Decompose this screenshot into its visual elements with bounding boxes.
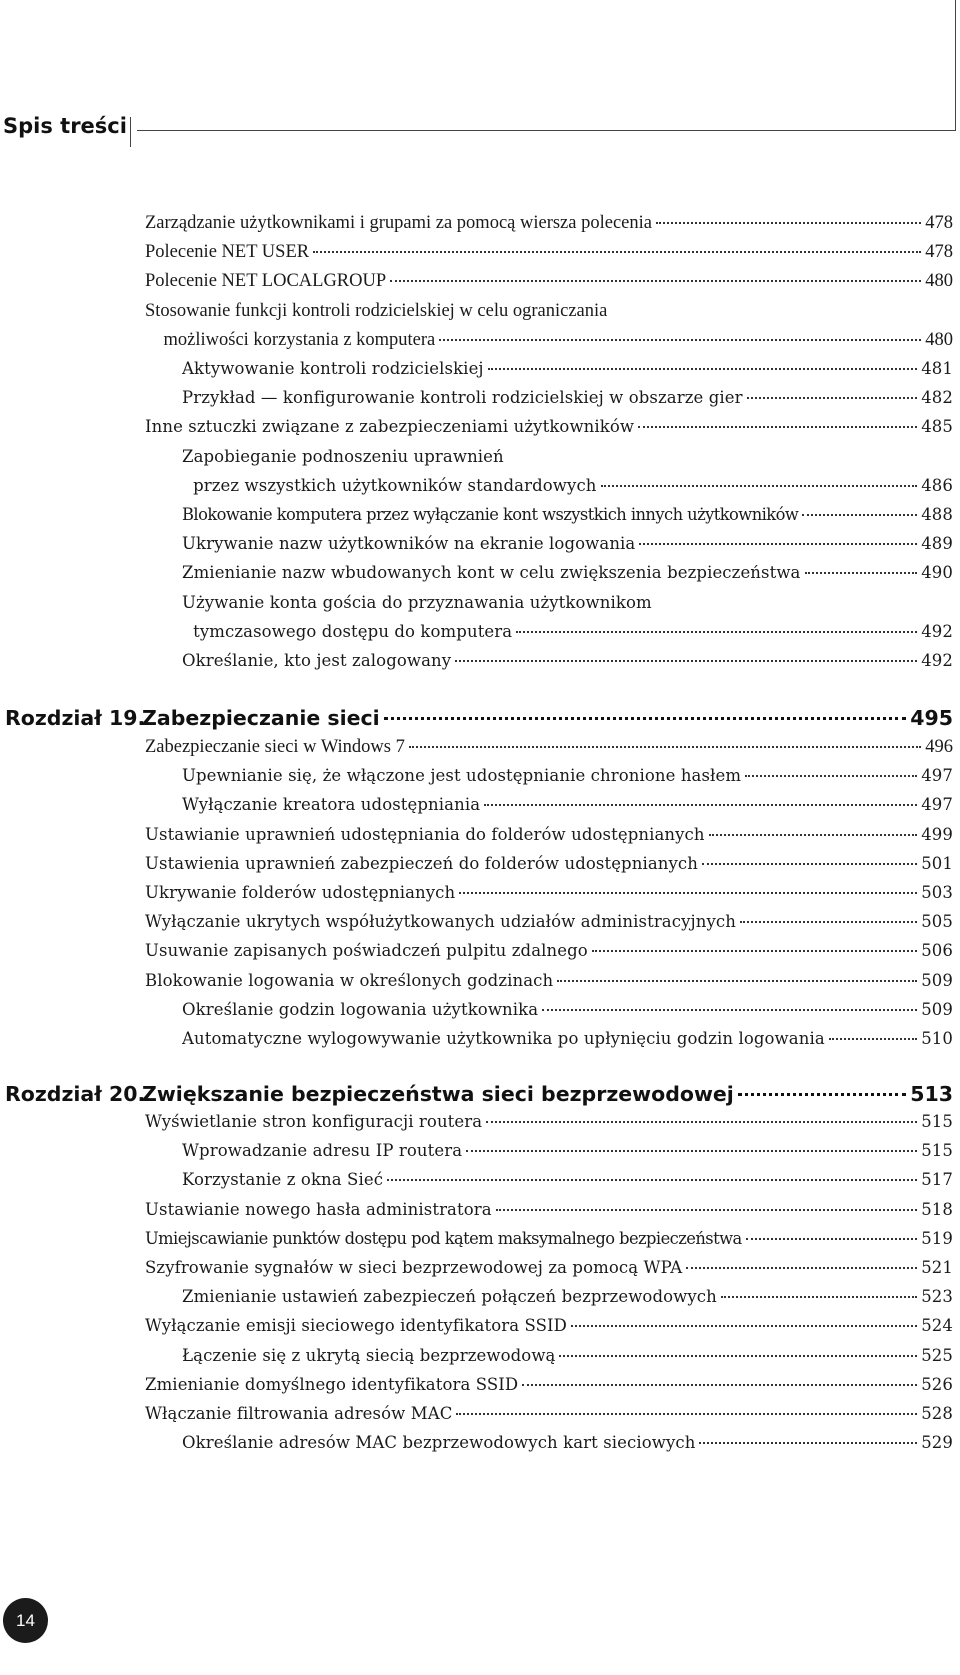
chapter-title: Zwiększanie bezpieczeństwa sieci bezprzewodowej [142, 1082, 734, 1106]
toc-entry-title: Blokowanie komputera przez wyłączanie kont wszystkich innych użytkowników [182, 505, 799, 524]
toc-entry[interactable] [145, 1316, 953, 1342]
toc-entry[interactable] [193, 476, 953, 502]
toc-entry[interactable] [182, 766, 953, 792]
toc-entry-title: Korzystanie z okna Sieć [182, 1170, 384, 1190]
toc-entry-title: Określanie godzin logowania użytkownika [182, 999, 539, 1019]
toc-entry-page: 529 [921, 1433, 953, 1453]
toc-entry-title: Stosowanie funkcji kontroli rodzicielskiej w celu ograniczania [145, 300, 608, 321]
dot-leader [488, 368, 918, 370]
header-rule [137, 130, 956, 131]
dot-leader [496, 1209, 918, 1211]
toc-entry-title: Zabezpieczanie sieci w Windows 7 [145, 737, 405, 757]
toc-entry-title: Usuwanie zapisanych poświadczeń pulpitu zdalnego [145, 941, 588, 961]
toc-entry-title: Ustawianie uprawnień udostępniania do folderów udostępnianych [145, 824, 705, 844]
header-vertical-rule [955, 0, 956, 131]
dot-leader [656, 222, 921, 224]
dot-leader [384, 717, 907, 720]
dot-leader [745, 775, 917, 777]
toc-entry-page: 517 [921, 1170, 953, 1190]
toc-entry[interactable] [182, 593, 953, 619]
toc-entry-page: 503 [921, 883, 953, 902]
toc-entry[interactable] [145, 854, 953, 880]
toc-entry-page: 510 [921, 1029, 953, 1048]
dot-leader [557, 980, 917, 982]
toc-entry-title: Określanie adresów MAC bezprzewodowych kart sieciowych [182, 1433, 696, 1453]
toc-entry-page: 482 [921, 388, 953, 408]
toc-entry[interactable] [145, 1375, 953, 1401]
chapter-page: 513 [910, 1082, 953, 1106]
dot-leader [522, 1384, 917, 1386]
dot-leader [686, 1267, 917, 1269]
toc-entry[interactable] [182, 1000, 953, 1026]
toc-entry-page: 486 [921, 475, 953, 495]
toc-entry-title: Automatyczne wylogowywanie użytkownika po upłynięciu godzin logowania [182, 1029, 825, 1048]
toc-entry-title: Używanie konta gościa do przyznawania użytkownikom [182, 592, 652, 612]
dot-leader [390, 280, 921, 282]
toc-entry[interactable] [145, 213, 953, 239]
toc-entry[interactable] [182, 1029, 953, 1055]
toc-entry[interactable] [145, 912, 953, 938]
toc-entry-page: 485 [921, 417, 953, 437]
page-number-badge: 14 [3, 1598, 48, 1643]
toc-entry[interactable] [182, 447, 953, 473]
toc-entry-page: 480 [925, 329, 953, 350]
chapter-label: Rozdział 20. [5, 1082, 146, 1106]
dot-leader [571, 1325, 917, 1327]
chapter-heading[interactable] [0, 706, 953, 730]
dot-leader [559, 1355, 917, 1357]
toc-entry-page: 528 [921, 1404, 953, 1423]
toc-entry[interactable] [145, 1404, 953, 1430]
dot-leader [486, 1121, 917, 1123]
dot-leader [516, 631, 917, 633]
dot-leader [542, 1009, 917, 1011]
header-bracket [130, 117, 139, 147]
toc-entry-page: 515 [921, 1141, 953, 1161]
toc-entry-title: Zmienianie domyślnego identyfikatora SSID [145, 1374, 519, 1394]
dot-leader [721, 1296, 917, 1298]
toc-entry-page: 497 [921, 766, 953, 786]
toc-entry-page: 492 [921, 651, 953, 670]
toc-entry-page: 509 [921, 970, 953, 990]
toc-entry-page: 478 [925, 242, 953, 263]
dot-leader [738, 1093, 906, 1096]
toc-entry-title: Wprowadzanie adresu IP routera [182, 1141, 463, 1161]
toc-entry-page: 523 [921, 1287, 953, 1307]
toc-entry[interactable] [145, 271, 953, 297]
toc-entry-page: 497 [921, 795, 953, 815]
dot-leader [638, 426, 917, 428]
dot-leader [702, 863, 917, 865]
toc-entry-page: 506 [921, 941, 953, 961]
toc-entry-page: 488 [921, 505, 953, 524]
toc-entry[interactable] [182, 1170, 953, 1196]
toc-entry[interactable] [145, 825, 953, 851]
toc-entry[interactable] [182, 505, 953, 531]
dot-leader [456, 1413, 917, 1415]
toc-entry-page: 480 [925, 271, 953, 292]
dot-leader [409, 746, 921, 748]
dot-leader [387, 1179, 917, 1181]
dot-leader [639, 543, 917, 545]
toc-entry[interactable] [145, 883, 953, 909]
dot-leader [459, 892, 917, 894]
dot-leader [829, 1038, 917, 1040]
toc-entry[interactable] [145, 301, 953, 327]
toc-entry-title: Ustawienia uprawnień zabezpieczeń do folderów udostępnianych [145, 853, 698, 873]
toc-entry-title: Szyfrowanie sygnałów w sieci bezprzewodowej za pomocą WPA [145, 1258, 683, 1277]
dot-leader [455, 660, 917, 662]
toc-entry[interactable] [145, 1200, 953, 1226]
dot-leader [601, 485, 918, 487]
chapter-page: 495 [910, 706, 953, 730]
toc-entry[interactable] [145, 1229, 953, 1255]
toc-entry-title: Inne sztuczki związane z zabezpieczeniami użytkowników [145, 417, 635, 437]
toc-entry-title: Umiejscawianie punktów dostępu pod kątem maksymalnego bezpieczeństwa [145, 1228, 742, 1248]
toc-entry-page: 525 [921, 1345, 953, 1365]
toc-entry-title: Ukrywanie nazw użytkowników na ekranie logowania [182, 534, 636, 554]
toc-entry-title: Przykład — konfigurowanie kontroli rodzicielskiej w obszarze gier [182, 388, 743, 408]
toc-entry[interactable] [164, 330, 954, 356]
toc-entry-title: Wyłączanie emisji sieciowego identyfikatora SSID [145, 1316, 567, 1336]
toc-entry-page: 526 [921, 1374, 953, 1394]
toc-entry-title: Zapobieganie podnoszeniu uprawnień [182, 446, 504, 466]
toc-entry[interactable] [182, 795, 953, 821]
toc-entry-title: Polecenie NET LOCALGROUP [145, 271, 387, 292]
toc-entry-page: 490 [921, 563, 953, 583]
dot-leader [699, 1442, 917, 1444]
toc-entry-title: tymczasowego dostępu do komputera [193, 621, 513, 641]
toc-entry[interactable] [182, 534, 953, 560]
toc-entry-page: 518 [921, 1199, 953, 1219]
toc-entry-title: możliwości korzystania z komputera [163, 329, 436, 350]
dot-leader [466, 1150, 917, 1152]
toc-entry[interactable] [145, 971, 953, 997]
toc-entry-page: 524 [921, 1316, 953, 1336]
dot-leader [313, 251, 921, 253]
toc-entry-title: Wyłączanie kreatora udostępniania [182, 795, 481, 815]
toc-entry-title: Wyświetlanie stron konfiguracji routera [145, 1112, 483, 1131]
toc-entry-title: Zmienianie nazw wbudowanych kont w celu zwiększenia bezpieczeństwa [182, 563, 801, 583]
toc-entry[interactable] [182, 563, 953, 589]
toc-entry[interactable] [145, 242, 953, 268]
toc-entry-title: przez wszystkich użytkowników standardowych [193, 475, 597, 495]
chapter-heading[interactable] [0, 1082, 953, 1106]
toc-entry-page: 499 [921, 824, 953, 844]
toc-entry-page: 481 [921, 359, 953, 378]
toc-entry[interactable] [182, 359, 953, 385]
toc-entry-title: Polecenie NET USER [145, 242, 310, 263]
toc-entry[interactable] [145, 417, 953, 443]
toc-entry-title: Zmienianie ustawień zabezpieczeń połączeń bezprzewodowych [182, 1287, 717, 1307]
dot-leader [805, 572, 918, 574]
chapter-title: Zabezpieczanie sieci [142, 706, 380, 730]
dot-leader [740, 921, 917, 923]
toc-entry-page: 519 [921, 1228, 953, 1248]
toc-entry-title: Ustawianie nowego hasła administratora [145, 1199, 492, 1219]
toc-entry-page: 496 [925, 737, 953, 757]
dot-leader [747, 397, 918, 399]
toc-entry-title: Aktywowanie kontroli rodzicielskiej [182, 359, 484, 378]
toc-entry-page: 505 [921, 912, 953, 932]
toc-entry[interactable] [193, 622, 953, 648]
toc-entry-page: 509 [921, 999, 953, 1019]
toc-entry-title: Blokowanie logowania w określonych godzinach [145, 970, 554, 990]
toc-entry-title: Łączenie się z ukrytą siecią bezprzewodową [182, 1345, 556, 1365]
toc-entry[interactable] [145, 1112, 953, 1138]
dot-leader [709, 834, 918, 836]
toc-entry-title: Wyłączanie ukrytych współużytkowanych udziałów administracyjnych [145, 912, 736, 932]
toc-entry-page: 501 [921, 853, 953, 873]
chapter-label: Rozdział 19. [5, 706, 146, 730]
toc-entry[interactable] [182, 1346, 953, 1372]
toc-entry-page: 492 [921, 621, 953, 641]
dot-leader [439, 339, 921, 341]
toc-entry[interactable] [145, 941, 953, 967]
toc-entry-page: 478 [925, 213, 953, 233]
toc-entry[interactable] [145, 737, 953, 763]
dot-leader [802, 514, 917, 516]
toc-entry[interactable] [182, 1141, 953, 1167]
toc-entry-title: Ukrywanie folderów udostępnianych [145, 883, 456, 902]
dot-leader [484, 804, 917, 806]
page-title: Spis treści [3, 114, 127, 138]
toc-entry[interactable] [145, 1258, 953, 1284]
dot-leader [746, 1238, 918, 1240]
toc-entry-page: 515 [921, 1112, 953, 1131]
toc-entry[interactable] [182, 651, 953, 677]
toc-entry-page: 489 [921, 534, 953, 554]
toc-entry[interactable] [182, 388, 953, 414]
toc-entry-title: Określanie, kto jest zalogowany [182, 651, 452, 670]
toc-entry[interactable] [182, 1287, 953, 1313]
dot-leader [592, 950, 917, 952]
toc-entry-title: Zarządzanie użytkownikami i grupami za pomocą wiersza polecenia [145, 213, 652, 233]
toc-entry-title: Upewnianie się, że włączone jest udostępnianie chronione hasłem [182, 766, 742, 786]
toc-entry-page: 521 [921, 1258, 953, 1277]
toc-entry[interactable] [182, 1433, 953, 1459]
toc-entry-title: Włączanie filtrowania adresów MAC [145, 1404, 453, 1423]
